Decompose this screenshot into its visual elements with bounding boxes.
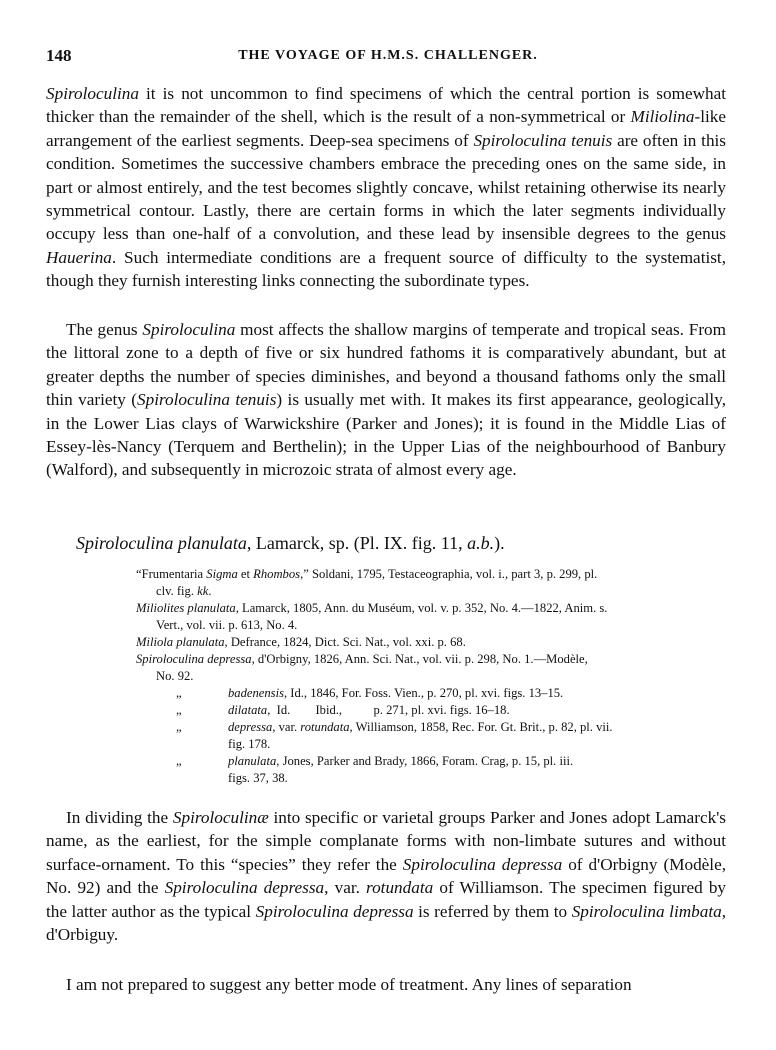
synonymy-list [136,566,726,787]
ditto-mark: „ [176,686,182,700]
species-heading-name: Spiroloculina planulata [76,533,247,553]
ditto-mark: „ [176,754,182,768]
synonymy-entry: Miliolites planulata, Lamarck, 1805, Ann. du Muséum, vol. v. p. 352, No. 4.—1822, Anim. s. Vert., vol. vii. p. 613, No. 4. [136,601,608,632]
genus-name: Hauerina [46,247,112,267]
species-name: Spiroloculina tenuis [473,130,613,150]
genus-name: Spiroloculina [46,84,139,103]
synonymy-subentry: „ depressa, var. rotundata, Williamson, 1858, Rec. For. Gt. Brit., p. 82, pl. vii. fig. 178. [176,720,613,751]
running-title: THE VOYAGE OF H.M.S. CHALLENGER. [238,48,538,63]
genus-name: Miliolina [630,107,695,127]
synonymy-entry: Spiroloculina depressa, d'Orbigny, 1826, Ann. Sci. Nat., vol. vii. p. 298, No. 1.—Modèle, No. 92. [136,652,588,683]
ditto-mark: „ [176,720,182,734]
paragraph-3: In dividing the Spiroloculinæ into specific or varietal groups Parker and Jones adopt Lamarck's name, as the earliest, for the simple complanate forms with non-limbate sutures and without surface-ornament. To this “species” they refer the Spiroloculina depressa of d'Orbigny (Modèle, No. 92) and the Spiroloculina depressa, var. rotundata of Williamson. The specimen figured by the latter author as the typical Spiroloculina depressa is referred by them to Spiroloculina limbata, d'Orbiguy. [46,808,727,945]
paragraph-4: I am not prepared to suggest any better mode of treatment. Any lines of separation [66,975,632,994]
species-name: Spiroloculina tenuis [137,390,277,410]
synonymy-subentry: „ dilatata, Id. Ibid., p. 271, pl. xvi. figs. 16–18. [176,703,510,717]
page-header [46,46,730,70]
synonymy-entry: “Frumentaria Sigma et Rhombos,” Soldani, 1795, Testaceographia, vol. i., part 3, p. 299, pl. clv. fig. kk. [136,567,598,598]
synonymy-subentry: „ badenensis, Id., 1846, For. Foss. Vien., p. 270, pl. xvi. figs. 13–15. [176,686,564,700]
synonymy-entry: Miliola planulata, Defrance, 1824, Dict. Sci. Nat., vol. xxi. p. 68. [136,635,466,649]
ditto-mark: „ [176,703,182,717]
paragraph-2: The genus Spiroloculina most affects the shallow margins of temperate and tropical seas. From the littoral zone to a depth of five or six hundred fathoms it is comparatively abundant, but at greater depths the number of species diminishes, and beyond a thousand fathoms only the small thin variety (Spiroloculina tenuis) is usually met with. It makes its first appearance, geologically, in the Lower Lias clays of Warwickshire (Parker and Jones); it is found in the Middle Lias of Essey-lès-Nancy (Terquem and Berthelin); in the Upper Lias of the neighbourhood of Banbury (Walford), and subsequently in microzoic strata of almost every age. [46,320,726,480]
genus-name: Spiroloculina [142,320,236,339]
synonymy-subentry: „ planulata, Jones, Parker and Brady, 1866, Foram. Crag, p. 15, pl. iii. figs. 37, 38. [176,754,574,785]
paragraph-1: Spiroloculina it is not uncommon to find specimens of which the central portion is somewhat thicker than the remainder of the shell, which is the result of a non-symmetrical or Miliolina-like arrangement of the earliest segments. Deep-sea specimens of Spiroloculina tenuis are often in this condition. Sometimes the successive chambers embrace the preceding ones on the same side, in part or almost entirely, and the test becomes slightly concave, whilst retaining otherwise its nearly symmetrical contour. Lastly, there are certain forms in which the later segments individually occupy less than one-half of a convolution, and these lead by insensible degrees to the genus Hauerina. Such intermediate conditions are a frequent source of difficulty to the systematist, though they furnish interesting links connecting the subordinate types. [46,84,726,291]
page-number: 148 [46,46,72,65]
species-heading: Spiroloculina planulata, Lamarck, sp. (Pl. IX. fig. 11, a.b.). [76,533,505,553]
